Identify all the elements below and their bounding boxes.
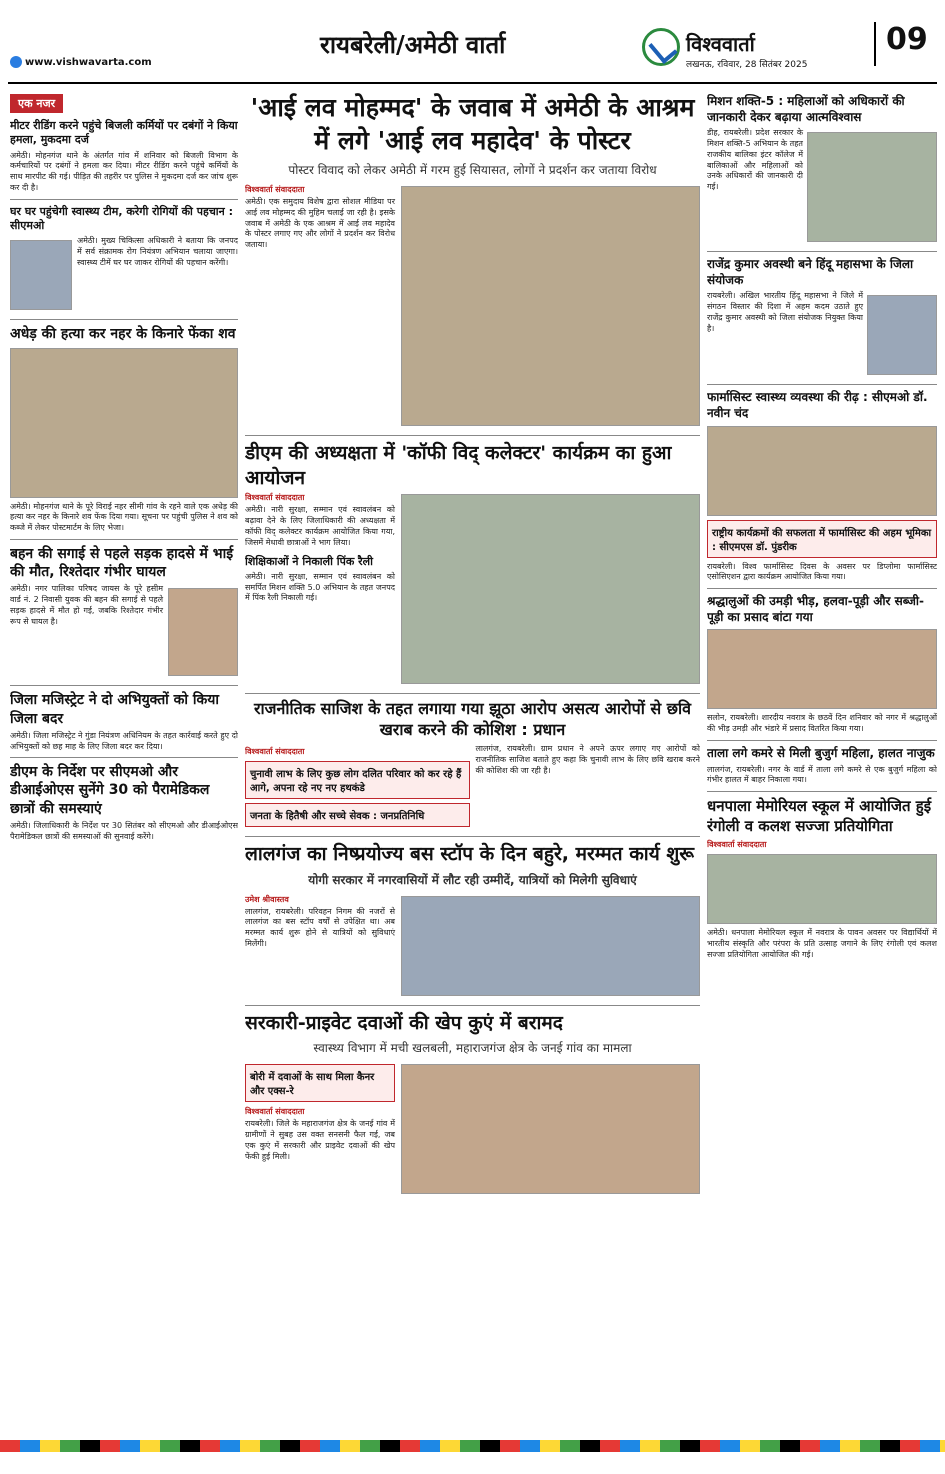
byline: विश्ववार्ता संवाददाता (245, 746, 305, 756)
article-body: अमेठी। नगर पालिका परिषद जायस के पूरे हसीम वार्ड नं. 2 निवासी युवक की बहन की सगाई से पहले सड़क हादसे में मौत हो गई, जबकि रिश्तेदार गंभीर रूप से घायल है। (10, 584, 163, 626)
article-headline: मिशन शक्ति-5 : महिलाओं को अधिकारों की जानकारी देकर बढ़ाया आत्मविश्वास (707, 94, 905, 124)
masthead (0, 0, 945, 80)
vishwavarta-logo-icon (642, 28, 680, 66)
article-headline: बहन की सगाई से पहले सड़क हादसे में भाई की मौत, रिश्तेदार गंभीर घायल (10, 545, 234, 581)
article-body: अमेठी। एक समुदाय विशेष द्वारा सोशल मीडिया पर आई लव मोहम्मद की मुहिम चलाई जा रही है। इसके जवाब में अमेठी के एक आश्रम में आई लव महादेव के पोस्टर लगाए गए और लोगों ने प्रदर्शन कर विरोध जताया। (245, 197, 395, 250)
box-body: अमेठी। नारी सुरक्षा, सम्मान एवं स्वावलंबन को समर्पित मिशन शक्ति 5.0 अभियान के तहत जनपद में पिंक रैली निकाली गई। (245, 571, 395, 603)
photo-caption-box: बोरी में दवाओं के साथ मिला कैनर और एक्स-रे (245, 1064, 395, 1102)
divider (707, 740, 937, 741)
byline: विश्ववार्ता संवाददाता (245, 185, 305, 194)
divider (707, 251, 937, 252)
bus-stop-photo (401, 896, 700, 996)
article-body: रायबरेली। जिले के महाराजगंज क्षेत्र के जनई गांव में ग्रामीणों ने सुबह उस वक्त सनसनी फैल गई, जब एक कुएं में सरकारी और प्राइवेट दवाओं की खेप फेंकी हुई मिली। (245, 1119, 395, 1161)
article-headline: धनपाला मेमोरियल स्कूल में आयोजित हुई रंगोली व कलश सज्जा प्रतियोगिता (707, 797, 932, 835)
lead-subheadline: पोस्टर विवाद को लेकर अमेठी में गरम हुई सियासत, लोगों ने प्रदर्शन कर जताया विरोध (288, 163, 657, 177)
lead-headline: 'आई लव मोहम्मद' के जवाब में अमेठी के आश्रम में लगे 'आई लव महादेव' के पोस्टर (250, 93, 695, 155)
article-body: अमेठी। जिला मजिस्ट्रेट ने गुंडा नियंत्रण अधिनियम के तहत कार्रवाई करते हुए दो अभियुक्तों को छह माह के लिए जिला बदर कर दिया। (10, 730, 238, 751)
middle-column (245, 92, 700, 1432)
article-body: अमेठी। धनपाला मेमोरियल स्कूल में नवरात्र के पावन अवसर पर विद्यार्थियों में भारतीय संस्कृति और परंपरा के प्रति उत्साह जगाने के लिए रंगोली एवं कलश सज्जा प्रतियोगिता आयोजित की गई। (707, 928, 937, 959)
divider (245, 693, 700, 694)
article-headline: ताला लगे कमरे से मिली बुजुर्ग महिला, हालत नाजुक (707, 745, 935, 760)
section-tag: एक नजर (10, 94, 63, 113)
protest-photo (401, 186, 700, 426)
victim-photo (168, 588, 238, 676)
article-subheadline: स्वास्थ्य विभाग में मची खलबली, महाराजगंज क्षेत्र के जनई गांव का मामला (313, 1041, 632, 1056)
article-headline: डीएम के निर्देश पर सीएमओ और डीआईओएस सुनेंगे 30 को पैरामेडिकल छात्रों की समस्याएं (10, 764, 210, 817)
article-body: रायबरेली। विश्व फार्मासिस्ट दिवस के अवसर पर डिप्लोमा फार्मासिस्ट एसोसिएशन द्वारा कार्यक्रम आयोजित किया गया। (707, 561, 937, 582)
box-headline: शिक्षिकाओं ने निकाली पिंक रैली (245, 554, 373, 568)
article-body: लालगंज, रायबरेली। परिवहन निगम की नजरों से लालगंज का बस स्टॉप वर्षों से उपेक्षित था। अब मरम्मत कार्य शुरू होने से यात्रियों को सुविधाएं मिलेंगी। (245, 906, 395, 949)
article-body: सलोन, रायबरेली। शारदीय नवरात्र के छठवें दिन शनिवार को नगर में श्रद्धालुओं की भीड़ उमड़ी और भंडारे में प्रसाद वितरित किया गया। (707, 713, 937, 734)
pharmacist-day-photo (707, 426, 937, 516)
divider (10, 757, 238, 758)
article-body: अमेठी। मुख्य चिकित्सा अधिकारी ने बताया कि जनपद में सर्व संक्रामक रोग नियंत्रण अभियान चलाया जाएगा। स्वास्थ्य टीमें घर घर जाकर रोगियों की पहचान करेंगी। (77, 236, 238, 267)
article-headline: श्रद्धालुओं की उमड़ी भीड़, हलवा-पूड़ी और सब्जी-पूड़ी का प्रसाद बांटा गया (707, 594, 924, 624)
article-headline: सरकारी-प्राइवेट दवाओं की खेप कुएं में बरामद (245, 1011, 563, 1034)
page-number: 09 (874, 22, 936, 66)
article-body: अमेठी। जिलाधिकारी के निर्देश पर 30 सितंबर को सीएमओ और डीआईओएस पैरामेडिकल छात्रों की समस्याओं की सुनवाई करेंगे। (10, 820, 238, 841)
section-title: रायबरेली/अमेठी वार्ता (320, 30, 506, 59)
article-headline: लालगंज का निष्प्रयोज्य बस स्टॉप के दिन बहुरे, मरम्मत कार्य शुरू (245, 842, 695, 865)
site-url[interactable] (10, 56, 152, 68)
article-body: अमेठी। मोहनगंज थाने के पूरे विराई नहर सीमी गांव के रहने वाले एक अधेड़ की हत्या कर नहर के किनारे शव फेंक दिया गया। सूचना पर पहुंची पुलिस ने शव को कब्जे में लेकर पोस्टमार्टम के लिए भेजा। (10, 501, 238, 533)
article-headline: डीएम की अध्यक्षता में 'कॉफी विद् कलेक्टर' कार्यक्रम का हुआ आयोजन (245, 442, 672, 489)
pull-quote: जनता के हितैषी और सच्चे सेवक : जनप्रतिनिधि (245, 803, 470, 827)
article-body: रायबरेली। अखिल भारतीय हिंदू महासभा ने जिले में संगठन विस्तार की दिशा में अहम कदम उठाते हुए राजेंद्र कुमार अवस्थी को जिला संयोजक नियुक्त किया है। (707, 291, 863, 333)
print-color-bar (0, 1440, 945, 1452)
article-body: डीह, रायबरेली। प्रदेश सरकार के मिशन शक्ति-5 अभियान के तहत राजकीय बालिका इंटर कॉलेज में बालिकाओं और महिलाओं को उनके अधिकारों की जानकारी दी गई। (707, 128, 803, 192)
article-headline: मीटर रीडिंग करने पहुंचे बिजली कर्मियों पर दबंगों ने किया हमला, मुकदमा दर्ज (10, 119, 238, 147)
divider (707, 384, 937, 385)
portrait-photo (867, 295, 937, 375)
article-headline: राजनीतिक साजिश के तहत लगाया गया झूठा आरोप असत्य आरोपों से छवि खराब करने की कोशिश : प्रधान (253, 699, 692, 740)
article-headline: घर घर पहुंचेगी स्वास्थ्य टीम, करेगी रोगियों की पहचान : सीएमओ (10, 204, 233, 233)
divider (707, 588, 937, 589)
article-headline: जिला मजिस्ट्रेट ने दो अभियुक्तों को किया जिला बदर (10, 692, 220, 727)
divider (10, 199, 238, 200)
rangoli-competition-photo (707, 854, 937, 924)
article-body: अमेठी। नारी सुरक्षा, सम्मान एवं स्वावलंबन को बढ़ावा देने के लिए जिलाधिकारी की अध्यक्षता में कॉफी विद् कलेक्टर कार्यक्रम आयोजित किया गया, जिसमें मेधावी छात्राओं ने भाग लिया। (245, 505, 395, 547)
header-rule (8, 82, 937, 84)
coffee-with-collector-photo (401, 494, 700, 684)
logo-text: विश्ववार्ता (686, 32, 755, 56)
byline: विश्ववार्ता संवाददाता (245, 493, 305, 503)
byline: उमेश श्रीवास्तव (245, 894, 289, 904)
article-body: लालगंज, रायबरेली। नगर के वार्ड में ताला लगे कमरे से एक बुजुर्ग महिला को गंभीर हालत में बाहर निकाला गया। (707, 764, 937, 785)
article-body: अमेठी। मोहनगंज थाने के अंतर्गत गांव में शनिवार को बिजली विभाग के कर्मचारियों पर दबंगों ने हमला कर दिया। मीटर रीडिंग करने पहुंचे कर्मियों के साथ मारपीट की गई। पीड़ित की तहरीर पर पुलिस ने मुकदमा दर्ज कर जांच शुरू कर दी है। (10, 150, 238, 192)
crime-scene-photo (10, 348, 238, 498)
globe-icon (10, 56, 22, 68)
divider (10, 539, 238, 540)
devotees-photo (707, 629, 937, 709)
pull-quote: चुनावी लाभ के लिए कुछ लोग दलित परिवार को कर रहे हैं आगे, अपना रहे नए नए हथकंडे (245, 761, 470, 799)
article-body: लालगंज, रायबरेली। ग्राम प्रधान ने अपने ऊपर लगाए गए आरोपों को राजनीतिक साजिश बताते हुए कहा कि चुनावी लाभ के लिए छवि खराब करने की कोशिश की जा रही है। (475, 743, 700, 775)
dateline: लखनऊ, रविवार, 28 सितंबर 2025 (686, 60, 808, 70)
article-headline: राजेंद्र कुमार अवस्थी बने हिंदू महासभा के जिला संयोजक (707, 257, 914, 287)
byline: विश्ववार्ता संवाददाता (707, 840, 767, 850)
divider (707, 791, 937, 792)
article-headline: फार्मासिस्ट स्वास्थ्य व्यवस्था की रीढ़ : सीएमओ डॉ. नवीन चंद (707, 390, 928, 420)
cmo-photo (10, 240, 72, 310)
divider (10, 319, 238, 320)
site-url-text[interactable]: www.vishwavarta.com (25, 57, 152, 68)
mission-shakti-photo (807, 132, 937, 242)
right-column (707, 92, 937, 1432)
pull-quote: राष्ट्रीय कार्यक्रमों की सफलता में फार्मासिस्ट की अहम भूमिका : सीएमएस डॉ. पुंडरीक (707, 520, 937, 558)
byline: विश्ववार्ता संवाददाता (245, 1107, 305, 1117)
divider (245, 836, 700, 837)
divider (245, 1005, 700, 1006)
divider (10, 685, 238, 686)
article-headline: अधेड़ की हत्या कर नहर के किनारे फेंका शव (10, 326, 236, 343)
article-subheadline: योगी सरकार में नगरवासियों में लौट रही उम्मीदें, यात्रियों को मिलेगी सुविधाएं (308, 872, 637, 887)
divider (245, 435, 700, 436)
medicines-in-well-photo (401, 1064, 700, 1194)
left-column (10, 92, 238, 1432)
